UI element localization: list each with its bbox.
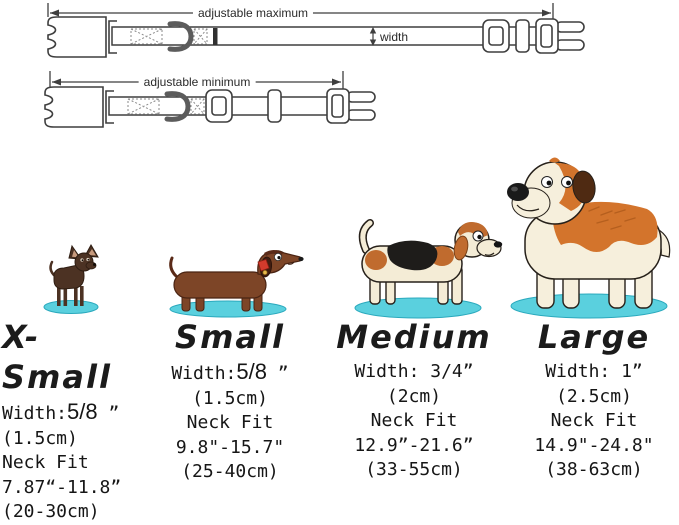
neck-fit-label-large: Neck Fit <box>550 410 638 431</box>
width-label: Width: <box>354 361 431 382</box>
adjustable-maximum-label: adjustable maximum <box>193 6 313 20</box>
dog-illustration-st-bernard <box>497 153 679 325</box>
size-column-medium <box>330 317 498 483</box>
width-value: 1 <box>621 361 632 382</box>
neck-range-small: 9.8"-15.7" <box>175 436 285 458</box>
width-cm-large: (2.5cm) <box>556 385 632 407</box>
width-cm-xsmall: (1.5cm) <box>2 427 78 449</box>
neck-range-medium: 12.9”-21.6” <box>354 434 474 456</box>
size-title-large: Large <box>537 318 651 356</box>
neck-cm-xsmall: (20-30cm) <box>2 501 100 522</box>
width-spec-large <box>510 360 678 385</box>
width-label: Width: <box>545 361 622 382</box>
neck-fit-label-medium: Neck Fit <box>370 410 458 431</box>
width-value: 5/8 <box>236 359 267 384</box>
width-label: Width: <box>2 403 68 424</box>
width-cm-small: (1.5cm) <box>192 387 268 409</box>
neck-range-large: 14.9"-24.8" <box>534 434 654 456</box>
neck-cm-medium: (33-55cm) <box>365 459 463 480</box>
size-column-small <box>148 317 312 485</box>
neck-fit-label-small: Neck Fit <box>186 412 274 433</box>
neck-range-xsmall: 7.87“-11.8” <box>2 476 122 498</box>
collar-diagram-svg <box>0 0 679 140</box>
neck-fit-label-xsmall: Neck Fit <box>2 452 89 473</box>
width-unit: ” <box>462 361 474 382</box>
dog-illustration-chihuahua <box>38 244 110 316</box>
dog-illustration-dachshund <box>166 240 306 319</box>
size-title-medium: Medium <box>336 318 492 356</box>
width-cm-medium: (2cm) <box>386 385 442 407</box>
width-value: 3/4 <box>430 361 463 382</box>
width-unit: ” <box>97 403 120 424</box>
size-column-large <box>510 317 678 483</box>
size-column-xsmall <box>2 317 150 525</box>
dog-illustration-beagle <box>346 208 506 322</box>
width-unit: ” <box>266 363 289 384</box>
neck-cm-large: (38-63cm) <box>545 459 643 480</box>
width-spec-medium <box>330 360 498 385</box>
collar-diagram <box>0 0 679 140</box>
width-spec-small <box>148 360 312 387</box>
width-dimension-label: width <box>380 30 409 44</box>
width-unit: ” <box>631 361 643 382</box>
size-title-small: Small <box>175 318 285 356</box>
adjustable-minimum-label: adjustable minimum <box>139 75 256 89</box>
width-spec-xsmall <box>2 400 150 427</box>
width-label: Width: <box>171 363 237 384</box>
size-title-xsmall: X-Small <box>2 318 112 396</box>
width-value: 5/8 <box>67 399 98 424</box>
neck-cm-small: (25-40cm) <box>181 461 279 482</box>
